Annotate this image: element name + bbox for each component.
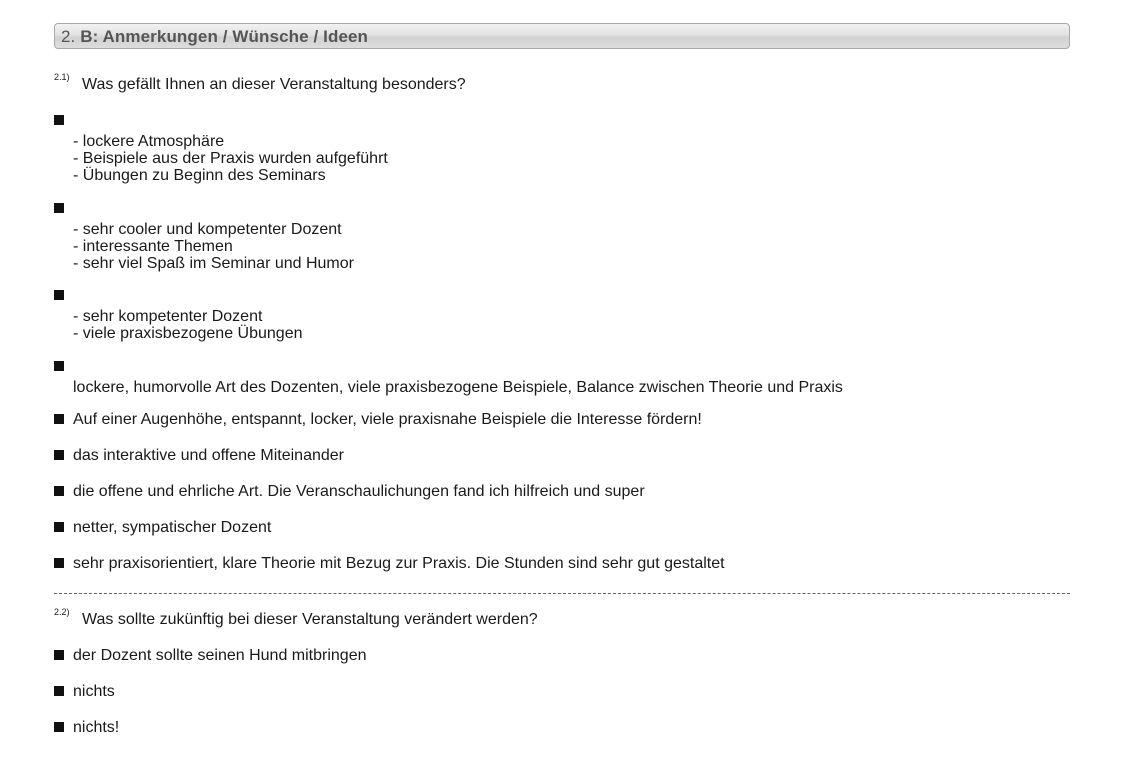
section-title-text: B: Anmerkungen / Wünsche / Ideen — [80, 27, 369, 46]
answer-lines — [73, 379, 843, 396]
question-number: 2.1) — [54, 72, 70, 82]
answer-text: das interaktive und offene Miteinander — [73, 447, 344, 464]
answer-line: - sehr cooler und kompetenter Dozent — [73, 221, 342, 238]
answer-line: - Übungen zu Beginn des Seminars — [73, 167, 326, 184]
answer-text: der Dozent sollte seinen Hund mitbringen — [73, 647, 367, 664]
answer-lines — [73, 221, 354, 272]
bullet-icon — [54, 558, 64, 568]
answer-line: - sehr viel Spaß im Seminar und Humor — [73, 255, 354, 272]
answer-text: die offene und ehrliche Art. Die Veranschaulichungen fand ich hilfreich und super — [73, 483, 645, 500]
answer-text: Auf einer Augenhöhe, entspannt, locker, viele praxisnahe Beispiele die Interesse fördern! — [73, 411, 702, 428]
bullet-icon — [54, 290, 64, 300]
bullet-icon — [54, 414, 64, 424]
bullet-icon — [54, 361, 64, 371]
answer-text: netter, sympatischer Dozent — [73, 519, 272, 536]
answer-text: sehr praxisorientiert, klare Theorie mit Bezug zur Praxis. Die Stunden sind sehr gut gestaltet — [73, 555, 725, 572]
bullet-icon — [54, 722, 64, 732]
bullet-icon — [54, 486, 64, 496]
bullet-icon — [54, 650, 64, 660]
bullet-icon — [54, 450, 64, 460]
answer-line: lockere, humorvolle Art des Dozenten, viele praxisbezogene Beispiele, Balance zwischen Theorie und Praxis — [73, 379, 843, 396]
answer-line: - lockere Atmosphäre — [73, 133, 225, 150]
bullet-icon — [54, 203, 64, 213]
answer-line: - Beispiele aus der Praxis wurden aufgeführt — [73, 150, 388, 167]
answer-line: - viele praxisbezogene Übungen — [73, 325, 303, 342]
answer-text: nichts! — [73, 719, 120, 736]
bullet-icon — [54, 115, 64, 125]
answer-text: nichts — [73, 683, 115, 700]
section-number: 2. — [61, 27, 76, 46]
question-divider — [54, 593, 1070, 594]
section-title — [61, 27, 368, 47]
answer-line: - interessante Themen — [73, 238, 233, 255]
section-header — [54, 23, 1070, 49]
bullet-icon — [54, 686, 64, 696]
question-text: Was gefällt Ihnen an dieser Veranstaltung besonders? — [82, 76, 466, 93]
bullet-icon — [54, 522, 64, 532]
question-text: Was sollte zukünftig bei dieser Veranstaltung verändert werden? — [82, 611, 538, 628]
answer-line: - sehr kompetenter Dozent — [73, 308, 263, 325]
answer-lines — [73, 133, 388, 184]
question-number: 2.2) — [54, 607, 70, 617]
answer-lines — [73, 308, 302, 342]
